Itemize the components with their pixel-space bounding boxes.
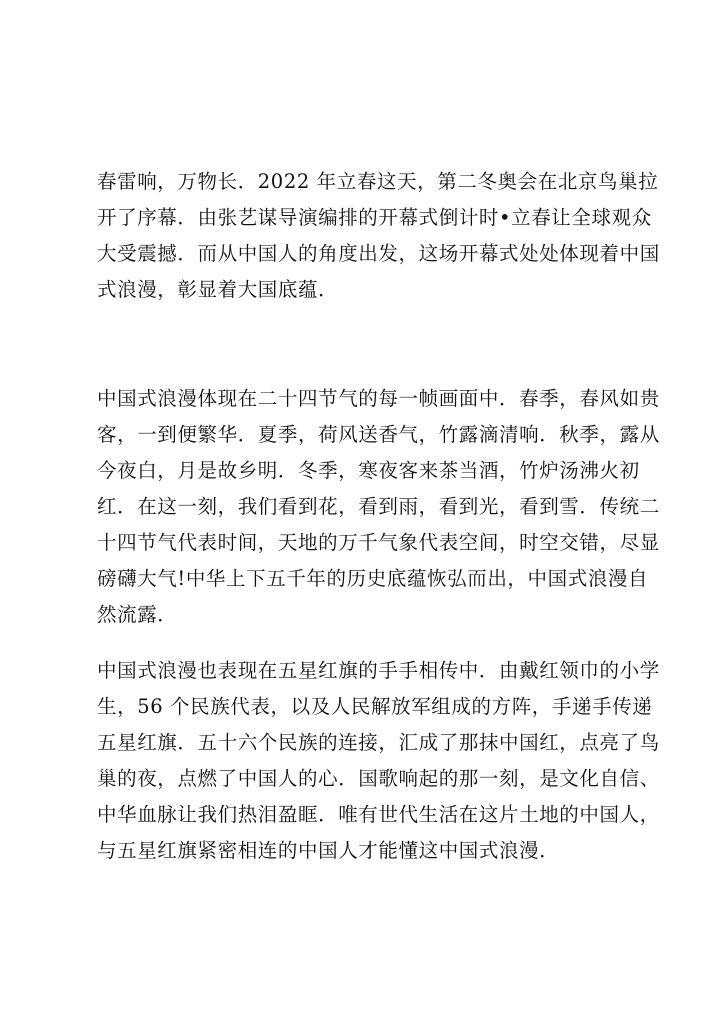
paragraph-line: 五星红旗．五十六个民族的连接，汇成了那抹中国红，点亮了鸟: [97, 731, 660, 754]
paragraph-line: 生，56 个民族代表，以及人民解放军组成的方阵，手递手传递: [97, 695, 653, 718]
paragraph-line: 春雷响，万物长．2022 年立春这天，第二冬奥会在北京鸟巢拉: [97, 170, 659, 193]
paragraph-opening-ceremony: [97, 164, 660, 308]
paragraph-line: 红．在这一刻，我们看到花，看到雨，看到光，看到雪．传统二: [97, 495, 660, 518]
paragraph-line: 中国式浪漫体现在二十四节气的每一帧画面中．春季，春风如贵: [97, 387, 660, 410]
paragraph-line: 然流露．: [97, 603, 178, 626]
paragraph-solar-terms: [97, 381, 660, 633]
paragraph-line: 大受震撼．而从中国人的角度出发，这场开幕式处处体现着中国: [97, 242, 660, 265]
paragraph-line: 开了序幕．由张艺谋导演编排的开幕式倒计时•立春让全球观众: [97, 206, 652, 229]
paragraph-line: 中华血脉让我们热泪盈眶．唯有世代生活在这片土地的中国人，: [97, 803, 660, 826]
paragraph-line: 式浪漫，彰显着大国底蕴．: [97, 278, 339, 301]
paragraph-line: 客，一到便繁华．夏季，荷风送香气，竹露滴清响．秋季，露从: [97, 423, 660, 446]
paragraph-line: 与五星红旗紧密相连的中国人才能懂这中国式浪漫．: [97, 839, 560, 862]
paragraph-line: 今夜白，月是故乡明．冬季，寒夜客来茶当酒，竹炉汤沸火初: [97, 459, 640, 482]
paragraph-line: 十四节气代表时间，天地的万千气象代表空间，时空交错，尽显: [97, 531, 660, 554]
paragraph-line: 中国式浪漫也表现在五星红旗的手手相传中．由戴红领巾的小学: [97, 659, 660, 682]
paragraph-line: 磅礴大气!中华上下五千年的历史底蕴恢弘而出，中国式浪漫自: [97, 567, 649, 590]
paragraph-line: 巢的夜，点燃了中国人的心．国歌响起的那一刻，是文化自信、: [97, 767, 660, 790]
paragraph-national-flag: [97, 653, 660, 869]
